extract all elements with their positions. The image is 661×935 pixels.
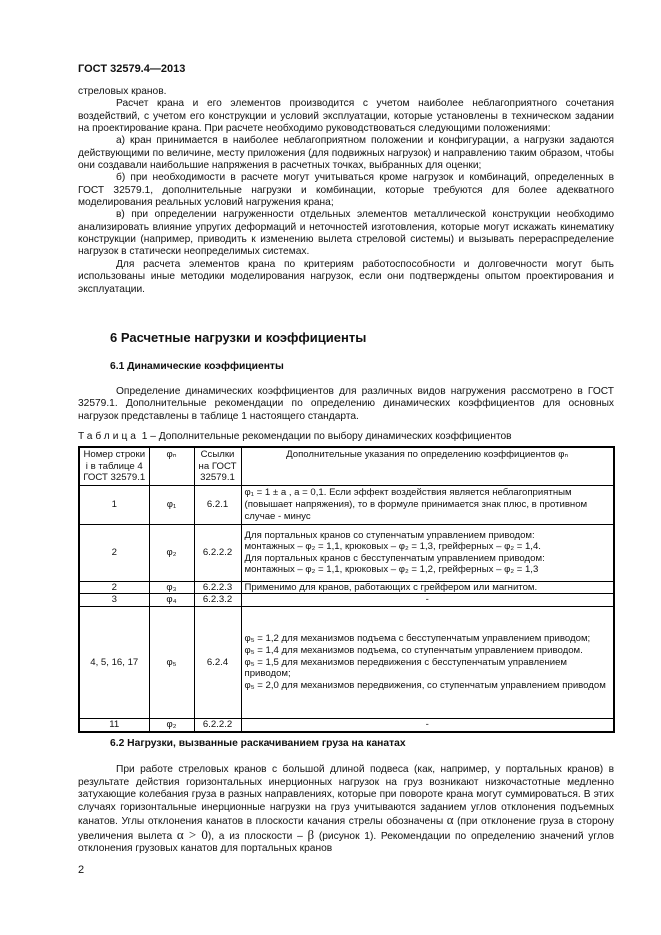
table-row xyxy=(79,606,614,718)
alpha-symbol: α xyxy=(446,812,454,827)
section-6-heading: 6 Расчетные нагрузки и коэффициенты xyxy=(110,330,367,345)
caption-text: 1 – Дополнительные рекомендации по выбору динамических коэффициентов xyxy=(138,431,512,442)
beta-symbol: β xyxy=(307,826,315,842)
document-header: ГОСТ 32579.4—2013 xyxy=(78,63,186,75)
reference-cell: 6.2.4 xyxy=(194,606,241,718)
instruction-line: монтажных – φ₂ = 1,1, крюковых – φ₂ = 1,2, грейферных – φ₂ = 1,3 xyxy=(244,564,539,576)
row-number-cell: 2 xyxy=(79,524,149,581)
section-6-2-heading: 6.2 Нагрузки, вызванные раскачиванием груза на канатах xyxy=(110,738,406,749)
instruction-line: - xyxy=(425,718,429,730)
row-number-cell: 11 xyxy=(79,718,149,731)
table-row xyxy=(79,594,614,607)
paragraph: стреловых кранов. xyxy=(78,86,167,97)
reference-cell: 6.2.2.2 xyxy=(194,524,241,581)
paragraph: Расчет крана и его элементов производится с учетом наиболее неблагоприятного сочетания воздействий, с учетом его конструкции и условий эксплуатации, которые установлены в техническом задании на проектирование крана. При расчете необходимо руководствоваться следующими положениями: xyxy=(78,98,614,135)
text: При работе стреловых кранов с большой длиной подвеса (как, например, у портальных кранов) в результате действия горизонтальных инерционных нагрузок на груз возникают низкочастотные медленно затухающие колебания груза в разных направлениях, которые при повороте крана могут суммироваться. В этих случаях горизонтальные инерционные нагрузки на груз учитываются заданием углов отклонения подъемных канатов. Углы отклонения канатов в плоскости качания стрелы обозначены xyxy=(78,764,614,827)
table-header-row xyxy=(79,447,614,485)
phi-cell: φ₂ xyxy=(149,718,194,731)
header-reference: Ссылки на ГОСТ 32579.1 xyxy=(194,447,241,485)
instruction-line: φ₅ = 1,5 для механизмов передвижения с бесступенчатым управлением приводом; xyxy=(244,656,568,680)
table-row xyxy=(79,718,614,731)
list-item-c: в) при определении нагруженности отдельных элементов металлической конструкции необходимо анализировать влияние упругих деформаций и неточностей изготовления, которые могут искажать кинематику конструкции (например, приводить к изменению вылета стреловой системы) и вызывать перераспределение нагрузок в статически неопределимых системах. xyxy=(78,209,614,258)
section-6-2-text xyxy=(78,764,614,856)
text: (рисунок 1). Рекомендации по определению значений углов отклонения грузовых канатов для портальных кранов xyxy=(78,830,615,854)
phi-cell: φ₂ xyxy=(149,524,194,581)
phi-cell: φ₁ xyxy=(149,485,194,524)
reference-cell: 6.2.1 xyxy=(194,485,241,524)
header-row-number: Номер строки i в таблице 4 ГОСТ 32579.1 xyxy=(79,447,149,485)
reference-cell: 6.2.3.2 xyxy=(194,594,241,607)
row-number-cell: 2 xyxy=(79,581,149,594)
instruction-line: φ₅ = 2,0 для механизмов передвижения, со ступенчатым управлением приводом xyxy=(244,679,606,691)
header-phi: φₙ xyxy=(149,447,194,485)
alpha-condition: α > 0 xyxy=(176,826,208,842)
table-row xyxy=(79,485,614,524)
instruction-line: Для портальных кранов с бесступенчатым управлением приводом: xyxy=(244,552,545,564)
header-instructions: Дополнительные указания по определению коэффициентов φₙ xyxy=(241,447,614,485)
instruction-line: Для портальных кранов со ступенчатым управлением приводом: xyxy=(244,529,535,541)
table-row xyxy=(79,581,614,594)
table-caption xyxy=(78,431,512,442)
instruction-line: φ₅ = 1,4 для механизмов подъема, со ступенчатым управлением приводом. xyxy=(244,645,583,657)
phi-cell: φ₄ xyxy=(149,594,194,607)
table-row xyxy=(79,524,614,581)
instructions-cell xyxy=(241,606,614,718)
list-item-a: а) кран принимается в наиболее неблагоприятном положении и конфигурации, а нагрузки задаются действующими по величине, месту приложения (для подвижных нагрузок) и направлению таким образом, чтобы они создавали наибольшие напряжения в расчетных точках, выбранных для оценки; xyxy=(78,135,614,172)
caption-label: Таблица xyxy=(78,431,139,442)
dynamic-coefficients-table xyxy=(78,446,615,733)
intro-text xyxy=(78,86,614,296)
row-number-cell: 4, 5, 16, 17 xyxy=(79,606,149,718)
section-6-1-heading: 6.1 Динамические коэффициенты xyxy=(110,361,284,372)
text: (при отклонение груза в сторону увеличения вылета xyxy=(78,816,614,842)
section-6-1-text xyxy=(78,386,614,423)
row-number-cell: 3 xyxy=(79,594,149,607)
text: ), а из плоскости – xyxy=(207,830,308,842)
paragraph: Для расчета элементов крана по критериям работоспособности и долговечности могут быть использованы иные методики моделирования нагрузок, если они подтверждены опытом проектирования и эксплуатации. xyxy=(78,258,614,295)
list-item-b: б) при необходимости в расчете могут учитываться кроме нагрузок и комбинаций, определенных в ГОСТ 32579.1, дополнительные нагрузки и комбинации, которые требуются для более адекватного моделирования реальных условий нагружения крана; xyxy=(78,172,614,209)
row-number-cell: 1 xyxy=(79,485,149,524)
instructions-cell xyxy=(241,594,614,607)
page-number: 2 xyxy=(78,864,85,876)
instruction-line: - xyxy=(425,594,429,606)
reference-cell: 6.2.2.2 xyxy=(194,718,241,731)
phi-cell: φ₃ xyxy=(149,581,194,594)
instruction-line: φ₁ = 1 ± a , a = 0,1. Если эффект воздействия является неблагоприятным (повышает напряжения), то в формуле принимается знак плюс, в противном случае - минус xyxy=(244,487,588,522)
instruction-line: Применимо для кранов, работающих с грейфером или магнитом. xyxy=(244,581,538,593)
instructions-cell xyxy=(241,524,614,581)
phi-cell: φ₅ xyxy=(149,606,194,718)
instructions-cell xyxy=(241,718,614,731)
instruction-line: φ₅ = 1,2 для механизмов подъема с бесступенчатым управлением приводом; xyxy=(244,633,591,645)
instruction-line: монтажных – φ₂ = 1,1, крюковых – φ₂ = 1,3, грейферных – φ₂ = 1,4. xyxy=(244,541,541,553)
instructions-cell xyxy=(241,581,614,594)
reference-cell: 6.2.2.3 xyxy=(194,581,241,594)
paragraph: Определение динамических коэффициентов для различных видов нагружения рассмотрено в ГОСТ 32579.1. Дополнительные рекомендации по определению динамических коэффициентов для основных нагрузок представлены в таблице 1 настоящего стандарта. xyxy=(78,386,614,422)
instructions-cell xyxy=(241,485,614,524)
